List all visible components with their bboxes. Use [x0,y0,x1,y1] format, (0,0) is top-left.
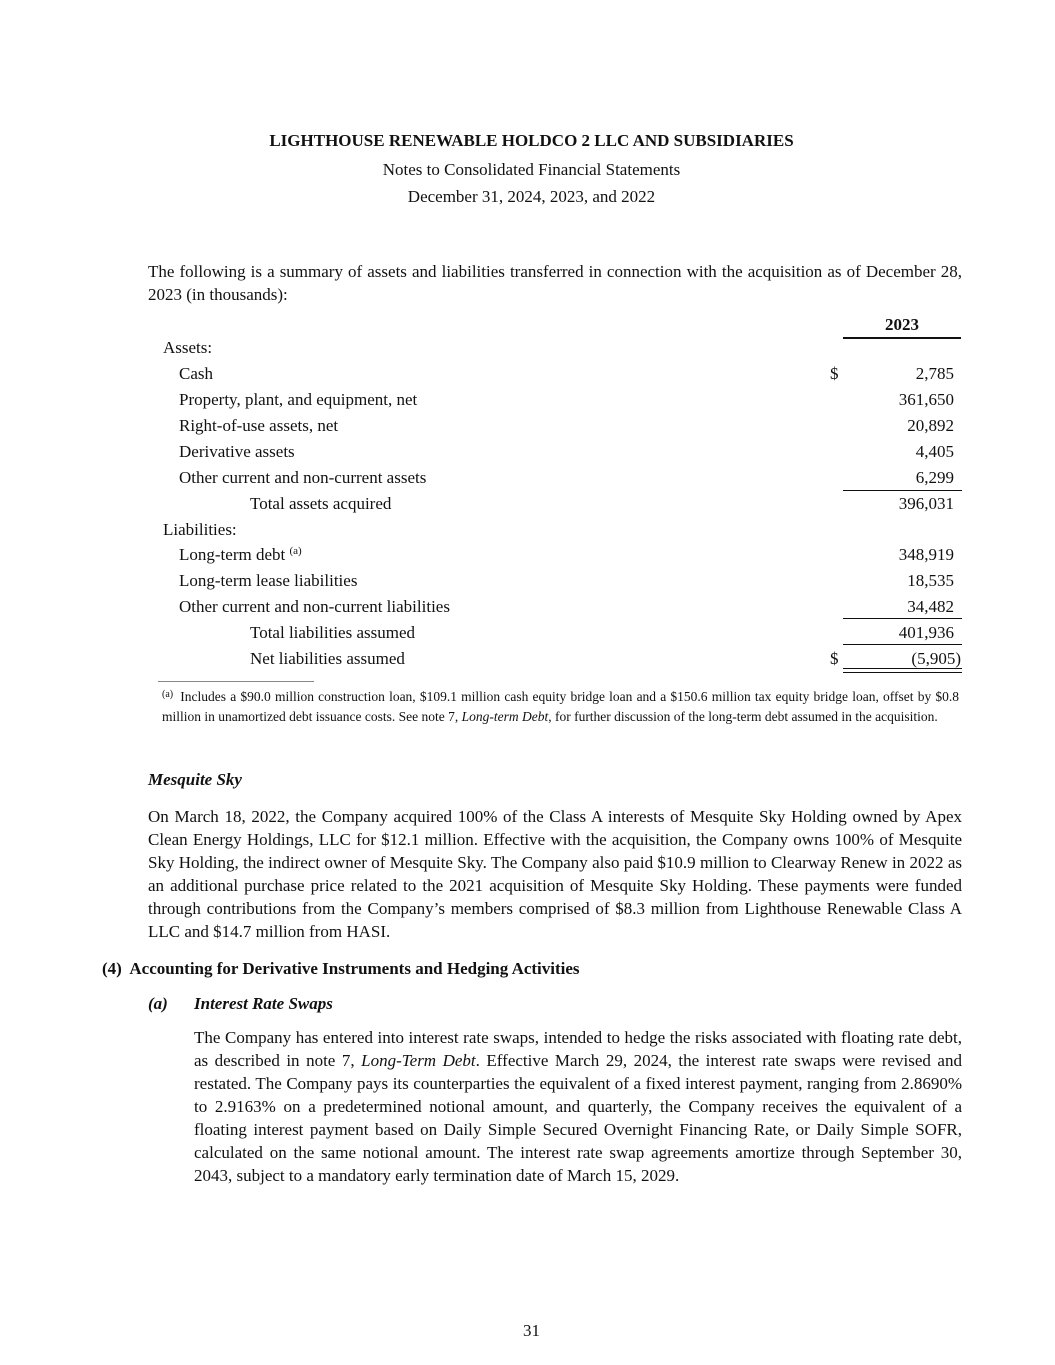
footnote-text: Includes a $90.0 million construction loan, $109.1 million cash equity bridge loan and a $150.6 million tax equity bridge loan, offset by $0.8 million in unamortized debt issuance costs. See note 7, [162,689,959,724]
swap-reference-title: Long-Term Debt [361,1051,476,1070]
intro-paragraph: The following is a summary of assets and liabilities transferred in connection with the acquisition as of December 28, 2023 (in thousands): [148,262,962,304]
currency-symbol: $ [830,364,839,383]
row-label: Derivative assets [179,442,295,461]
footnote-a [162,685,959,727]
net-liabilities-label: Net liabilities assumed [250,649,405,668]
row-label: Long-term lease liabilities [179,571,358,590]
total-liabilities-label: Total liabilities assumed [250,623,416,642]
footnote-text-end: , for further discussion of the long-term debt assumed in the acquisition. [548,709,938,724]
page-number: 31 [523,1321,540,1340]
section-4-heading: (4) Accounting for Derivative Instruments and Hedging Activities [102,959,580,978]
table-row [0,416,1055,442]
subtotal-rule [843,618,962,619]
table-row-total [0,494,1055,520]
subsection-a-heading [148,994,333,1014]
net-liabilities-value: (5,905) [911,649,961,668]
table-row [0,597,1055,623]
row-label [179,545,302,565]
total-liabilities-value: 401,936 [898,623,954,642]
liabilities-section-label: Liabilities: [163,520,237,539]
mesquite-sky-paragraph: On March 18, 2022, the Company acquired 100% of the Class A interests of Mesquite Sky Holding owned by Apex Clean Energy Holdings, LLC for $12.1 million. Effective with the acquisition, the Company owns 100% of Mesquite Sky Holding, the indirect owner of Mesquite Sky. The Company also paid $10.9 million to Clearway Renew in 2022 as an additional purchase price related to the 2021 acquisition of Mesquite Sky Holding. These payments were funded through contributions from the Company’s members comprised of $8.3 million from Lighthouse Renewable Class A LLC and $14.7 million from HASI. [148,807,962,941]
total-assets-value: 396,031 [898,494,954,513]
double-underline [843,668,962,673]
subtotal-rule [843,644,962,645]
row-value: 34,482 [907,597,954,616]
table-row [0,571,1055,597]
subsection-title: Interest Rate Swaps [194,994,333,1013]
total-assets-label: Total assets acquired [250,494,392,513]
row-label-text: Long-term debt [179,545,286,564]
row-value: 18,535 [907,571,954,590]
row-label: Right-of-use assets, net [179,416,339,435]
subtotal-rule [843,490,962,491]
table-row [0,338,1055,364]
table-row-total [0,623,1055,649]
row-label: Other current and non-current assets [179,468,427,487]
document-date: December 31, 2024, 2023, and 2022 [407,187,656,206]
footnote-separator [158,681,314,682]
row-label: Other current and non-current liabilities [179,597,450,616]
row-label: Property, plant, and equipment, net [179,390,418,409]
swap-text-end: . Effective March 29, 2024, the interest rate swaps were revised and restated. The Company pays its counterparties the equivalent of a fixed interest payment, ranging from 2.8690% to 2.9163% on a predetermined notional amount, and quarterly, the Company receives the equivalent of a floating interest payment based on Daily Simple Secured Overnight Financing Rate, or Daily Simple SOFR, calculated on the same notional amount. The interest rate swap agreements amortize through September 30, 2043, subject to a mandatory early termination date of March 15, 2029. [194,1051,962,1185]
table-row [0,364,1055,390]
row-value: 20,892 [907,416,954,435]
table-row [0,442,1055,468]
table-row [0,520,1055,546]
document-subtitle: Notes to Consolidated Financial Statements [382,160,681,179]
row-value: 361,650 [898,390,954,409]
company-title: LIGHTHOUSE RENEWABLE HOLDCO 2 LLC AND SUBSIDIARIES [269,131,794,150]
row-value: 348,919 [898,545,954,564]
row-value: 4,405 [915,442,954,461]
interest-rate-swaps-paragraph [194,1026,962,1187]
swap-text: The Company has entered into interest rate swaps, intended to hedge the risks associated with floating rate debt, as described in note 7, [194,1028,962,1070]
footnote-reference-title: Long-term Debt [461,709,549,724]
table-row [0,545,1055,571]
column-header-year: 2023 [843,315,961,339]
footnote-marker: (a) [162,689,174,700]
row-value: 2,785 [915,364,954,383]
footnote-ref: (a) [289,545,302,557]
assets-section-label: Assets: [163,338,213,357]
row-label: Cash [179,364,213,383]
row-value: 6,299 [915,468,954,487]
table-row [0,390,1055,416]
currency-symbol: $ [830,649,839,668]
subsection-marker: (a) [148,994,168,1013]
mesquite-sky-heading: Mesquite Sky [148,770,242,789]
